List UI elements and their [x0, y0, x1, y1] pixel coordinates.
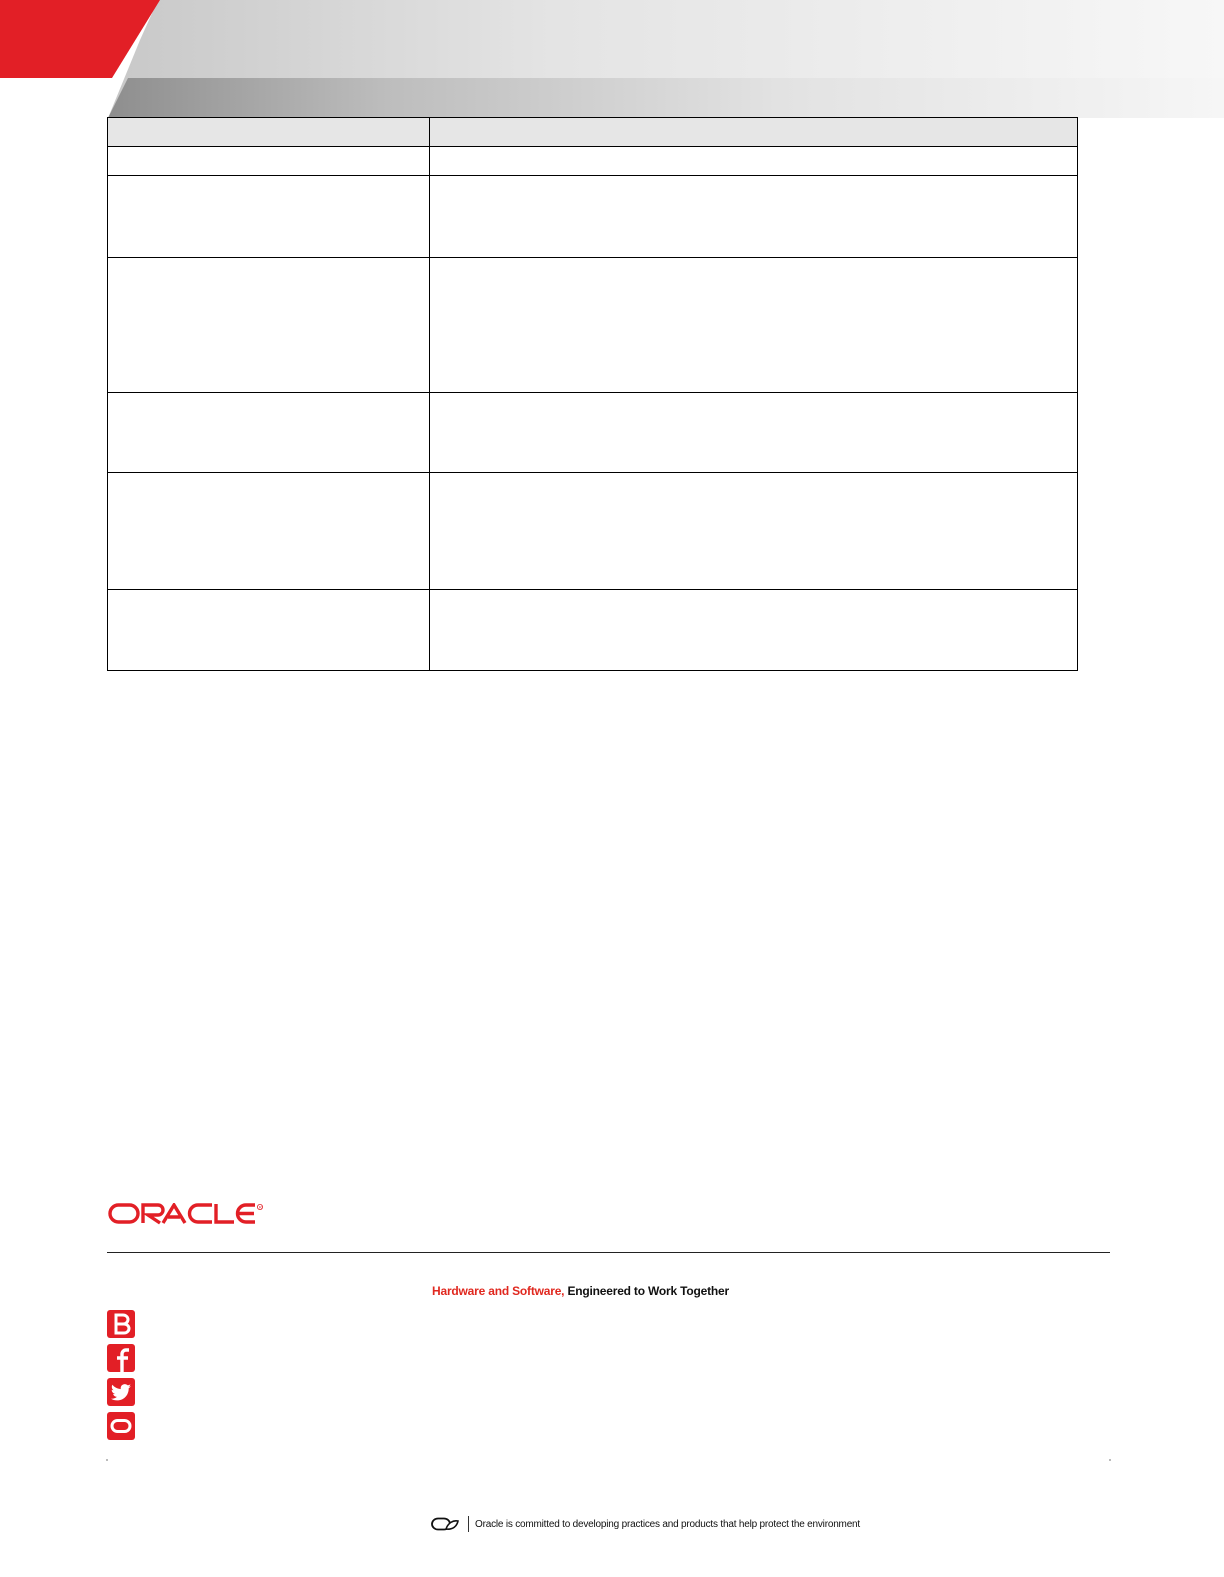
crop-mark — [106, 1459, 108, 1461]
recycle-leaf-icon — [430, 1516, 460, 1532]
table-cell — [430, 258, 1078, 393]
environment-statement — [430, 1515, 860, 1533]
tagline-highlight: Hardware and Software, — [432, 1284, 565, 1298]
svg-text:R: R — [258, 1204, 262, 1210]
table-cell — [108, 473, 430, 590]
banner-dark-band — [108, 78, 1224, 118]
tagline-rest: Engineered to Work Together — [567, 1284, 729, 1298]
table-cell — [430, 590, 1078, 671]
table-row — [108, 258, 1078, 393]
tagline — [432, 1284, 729, 1298]
table-cell — [108, 590, 430, 671]
table-header-cell-left — [108, 118, 430, 147]
table-row — [108, 393, 1078, 473]
table-row — [108, 590, 1078, 671]
header-banner — [0, 0, 1224, 118]
table-row — [108, 147, 1078, 176]
oracle-icon[interactable] — [107, 1412, 135, 1440]
blog-icon[interactable] — [107, 1310, 135, 1338]
twitter-icon[interactable] — [107, 1378, 135, 1406]
table-cell — [430, 473, 1078, 590]
table-header-cell-right — [430, 118, 1078, 147]
crop-mark — [1109, 1459, 1111, 1461]
table-cell — [108, 176, 430, 258]
table-cell — [108, 147, 430, 176]
table-cell — [430, 393, 1078, 473]
content-table — [107, 117, 1078, 671]
table-cell — [430, 147, 1078, 176]
footer-divider — [107, 1252, 1110, 1253]
environment-text: Oracle is committed to developing practices and products that help protect the environment — [475, 1518, 860, 1530]
table-header-row — [108, 118, 1078, 147]
table-cell — [108, 258, 430, 393]
table-row — [108, 176, 1078, 258]
environment-divider — [468, 1516, 469, 1532]
oracle-logo — [108, 1203, 264, 1225]
table-row — [108, 473, 1078, 590]
table-cell — [430, 176, 1078, 258]
facebook-icon[interactable] — [107, 1344, 135, 1372]
table-cell — [108, 393, 430, 473]
